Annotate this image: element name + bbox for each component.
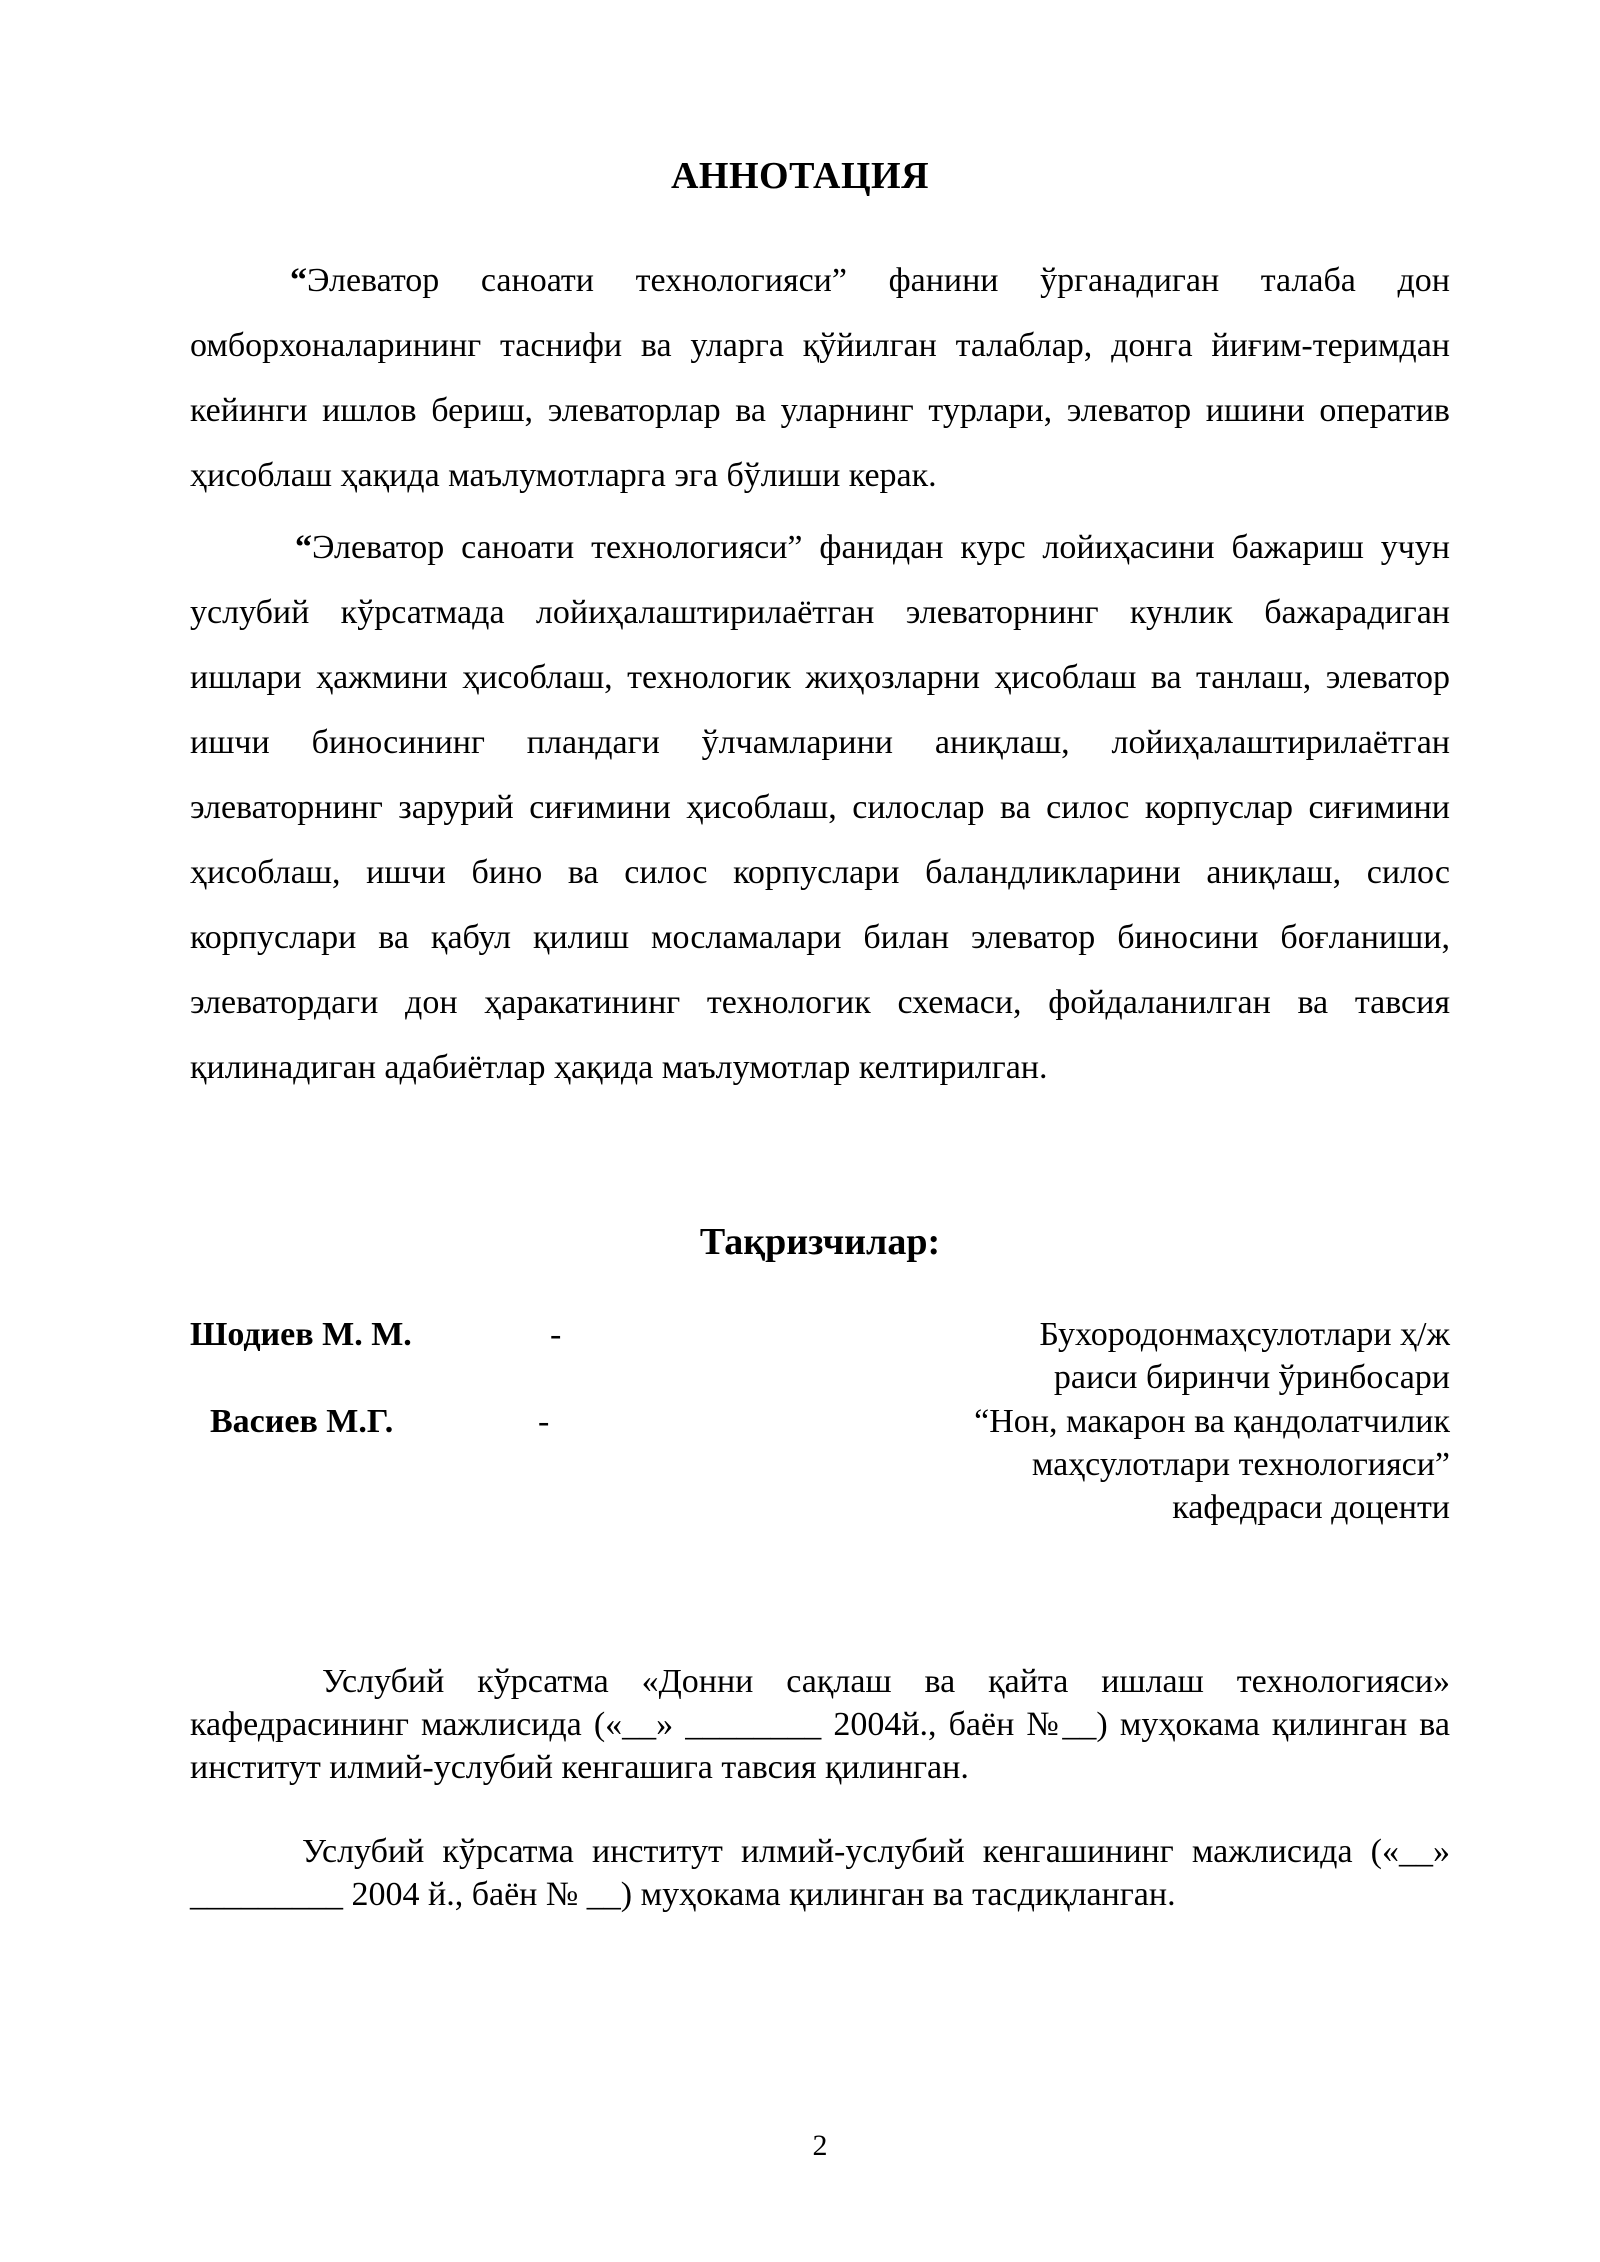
open-quote: “ <box>295 529 312 566</box>
paragraph-text: Элеватор саноати технологияси” фанини ўрганадиган талаба дон омборхоналарининг таснифи ва уларга қўйилган талаблар, донга йиғим-теримдан кейинги ишлов бериш, элеваторлар ва уларнинг турлари, элеватор ишини оператив ҳисоблаш ҳақида маълумотларга эга бўлиши керак. <box>190 262 1450 494</box>
approval-note-2 <box>190 1830 1450 1916</box>
reviewer-name: Шодиев М. М. <box>190 1316 412 1353</box>
note-text: Услубий кўрсатма институт илмий-услубий кенгашининг мажлисида («__» _________ 2004 й., баён № __) муҳокама қилинган ва тасдиқланган. <box>190 1833 1450 1913</box>
reviewer-name: Васиев М.Г. <box>210 1403 394 1440</box>
reviewers-heading: Тақризчилар: <box>699 1221 941 1263</box>
note-text: Услубий кўрсатма «Донни сақлаш ва қайта ишлаш технологияси» кафедрасининг мажлисида («__» ________ 2004й., баён №__) муҳокама қилинган ва институт илмий-услубий кенгашига тавсия қилинган. <box>190 1663 1450 1786</box>
reviewer-entry <box>190 1400 1450 1535</box>
paragraph-text: Элеватор саноати технологияси” фанидан курс лойиҳасини бажариш учун услубий кўрсатмада лойиҳалаштирилаётган элеваторнинг кунлик бажарадиган ишлари ҳажмини ҳисоблаш, технологик жиҳозларни ҳисоблаш ва танлаш, элеватор ишчи биносининг пландаги ўлчамларини аниқлаш, лойиҳалаштирилаётган элеваторнинг зарурий сиғимини ҳисоблаш, силослар ва силос корпуслар сиғимини ҳисоблаш, ишчи бино ва силос корпуслари баландликларини аниқлаш, силос корпуслари ва қабул қилиш мосламалари билан элеватор биносини боғланиши, элеватордаги дон ҳаракатининг технологик схемаси, фойдаланилган ва тавсия қилинадиган адабиётлар ҳақида маълумотлар келтирилган. <box>190 529 1450 1086</box>
approval-note-1 <box>190 1660 1450 1789</box>
page-title: АННОТАЦИЯ <box>670 155 930 197</box>
reviewer-role-line: “Нон, макарон ва қандолатчилик <box>974 1403 1450 1440</box>
reviewer-entry <box>190 1313 1450 1403</box>
annotation-paragraph-2 <box>190 515 1450 1100</box>
page-number: 2 <box>812 2129 828 2162</box>
reviewer-role-line: раиси биринчи ўринбосари <box>1053 1359 1450 1396</box>
reviewer-dash: - <box>538 1403 550 1440</box>
annotation-paragraph-1 <box>190 248 1450 508</box>
reviewer-role-line: маҳсулотлари технологияси” <box>1031 1446 1450 1483</box>
reviewer-dash: - <box>550 1316 562 1353</box>
reviewer-role-line: кафедраси доценти <box>1172 1489 1450 1526</box>
reviewer-role <box>1039 1313 1450 1399</box>
reviewer-role-line: Бухородонмаҳсулотлари ҳ/ж <box>1039 1316 1450 1353</box>
reviewer-role <box>974 1400 1450 1529</box>
open-quote: “ <box>290 262 307 299</box>
